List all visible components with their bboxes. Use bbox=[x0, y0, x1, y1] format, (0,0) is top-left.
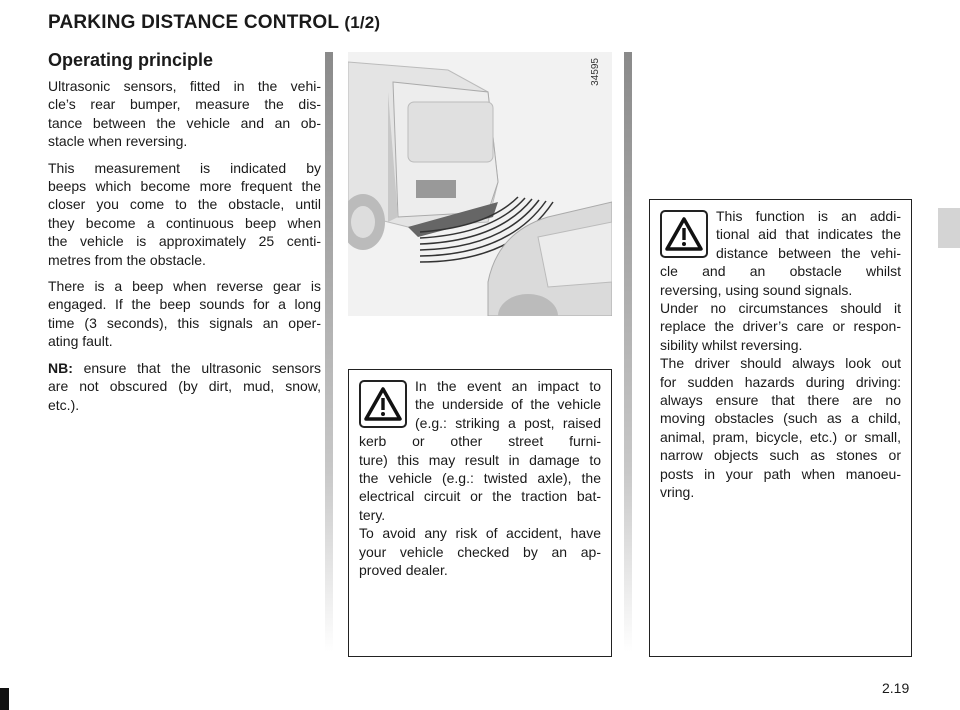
text-line: This function is an addi- bbox=[716, 208, 901, 224]
column-divider bbox=[325, 52, 333, 652]
text-line: posts in your path when manoeu- bbox=[660, 465, 901, 482]
text-line: the underside of the vehicle bbox=[415, 396, 601, 413]
left-column bbox=[48, 77, 321, 422]
text-line: time (3 seconds), this signals an oper- bbox=[48, 314, 321, 331]
text-line: etc.). bbox=[48, 396, 80, 413]
text-line: sibility whilst reversing. bbox=[660, 336, 803, 353]
nb-label: NB: bbox=[48, 359, 73, 376]
text-line: tance between the vehicle and an ob- bbox=[48, 114, 321, 131]
text-line: moving obstacles (such as a child, bbox=[660, 410, 901, 427]
parking-sensor-illustration bbox=[348, 52, 612, 316]
text-line: replace the driver’s care or respon- bbox=[660, 318, 901, 335]
text-line: ating fault. bbox=[48, 333, 113, 350]
text-line: (e.g.: striking a post, raised bbox=[415, 414, 601, 431]
text-line: tional aid that indicates the bbox=[716, 226, 901, 243]
text-line: are not obscured (by dirt, mud, snow, bbox=[48, 378, 321, 395]
page-title bbox=[48, 12, 380, 34]
figure-reference: 34595 bbox=[590, 58, 601, 86]
warning-box-function bbox=[649, 199, 912, 657]
text-line: your vehicle checked by an ap- bbox=[359, 543, 601, 560]
title-part: (1/2) bbox=[344, 13, 381, 32]
text-line: closer you come to the obstacle, until bbox=[48, 196, 321, 213]
title-main: PARKING DISTANCE CONTROL bbox=[48, 12, 339, 33]
text-line: ture) this may result in damage to bbox=[359, 451, 601, 468]
text-line: The driver should always look out bbox=[660, 355, 901, 372]
section-heading: Operating principle bbox=[48, 50, 214, 70]
text-line: kerb or other street furni- bbox=[359, 433, 601, 450]
text-line: always ensure that there are no bbox=[660, 392, 901, 409]
text-line: tery. bbox=[359, 506, 386, 523]
warning-icon bbox=[359, 380, 407, 428]
text-line: In the event an impact to bbox=[415, 378, 601, 394]
text-line: beeps which become more frequent the bbox=[48, 178, 321, 195]
text-line: metres from the obstacle. bbox=[48, 251, 206, 268]
text-line: cle and an obstacle whilst bbox=[660, 263, 901, 280]
text-line: proved dealer. bbox=[359, 562, 448, 579]
text-line: Ultrasonic sensors, fitted in the vehi- bbox=[48, 78, 321, 94]
text-line: narrow objects such as stones or bbox=[660, 447, 901, 464]
text-line: To avoid any risk of accident, have bbox=[359, 525, 601, 542]
text-line: animal, pram, bicycle, etc.) or small, bbox=[660, 428, 901, 445]
warning-box-impact bbox=[348, 369, 612, 657]
column-divider bbox=[624, 52, 632, 652]
text-line: electrical circuit or the traction bat- bbox=[359, 488, 601, 505]
edge-mark bbox=[0, 688, 9, 710]
section-tab bbox=[938, 208, 960, 248]
text-line: distance between the vehi- bbox=[716, 244, 901, 261]
text-line: This measurement is indicated by bbox=[48, 159, 321, 176]
nb-text: ensure that the ultrasonic sensors bbox=[72, 359, 321, 376]
text-line bbox=[48, 359, 321, 377]
text-line: vring. bbox=[660, 484, 695, 501]
text-line: There is a beep when reverse gear is bbox=[48, 278, 321, 295]
warning-icon bbox=[660, 210, 708, 258]
text-line: stacle when reversing. bbox=[48, 133, 188, 150]
text-line: the vehicle is approximately 25 centi- bbox=[48, 233, 321, 250]
text-line: reversing, using sound signals. bbox=[660, 281, 853, 298]
text-line: cle’s rear bumper, measure the dis- bbox=[48, 96, 321, 113]
text-line: the vehicle (e.g.: twisted axle), the bbox=[359, 470, 601, 487]
text-line: they become a continuous beep when bbox=[48, 214, 321, 231]
page-number: 2.19 bbox=[882, 680, 910, 696]
text-line: Under no circumstances should it bbox=[660, 300, 901, 317]
text-line: engaged. If the beep sounds for a long bbox=[48, 296, 321, 313]
text-line: for sudden hazards during driving: bbox=[660, 373, 901, 390]
